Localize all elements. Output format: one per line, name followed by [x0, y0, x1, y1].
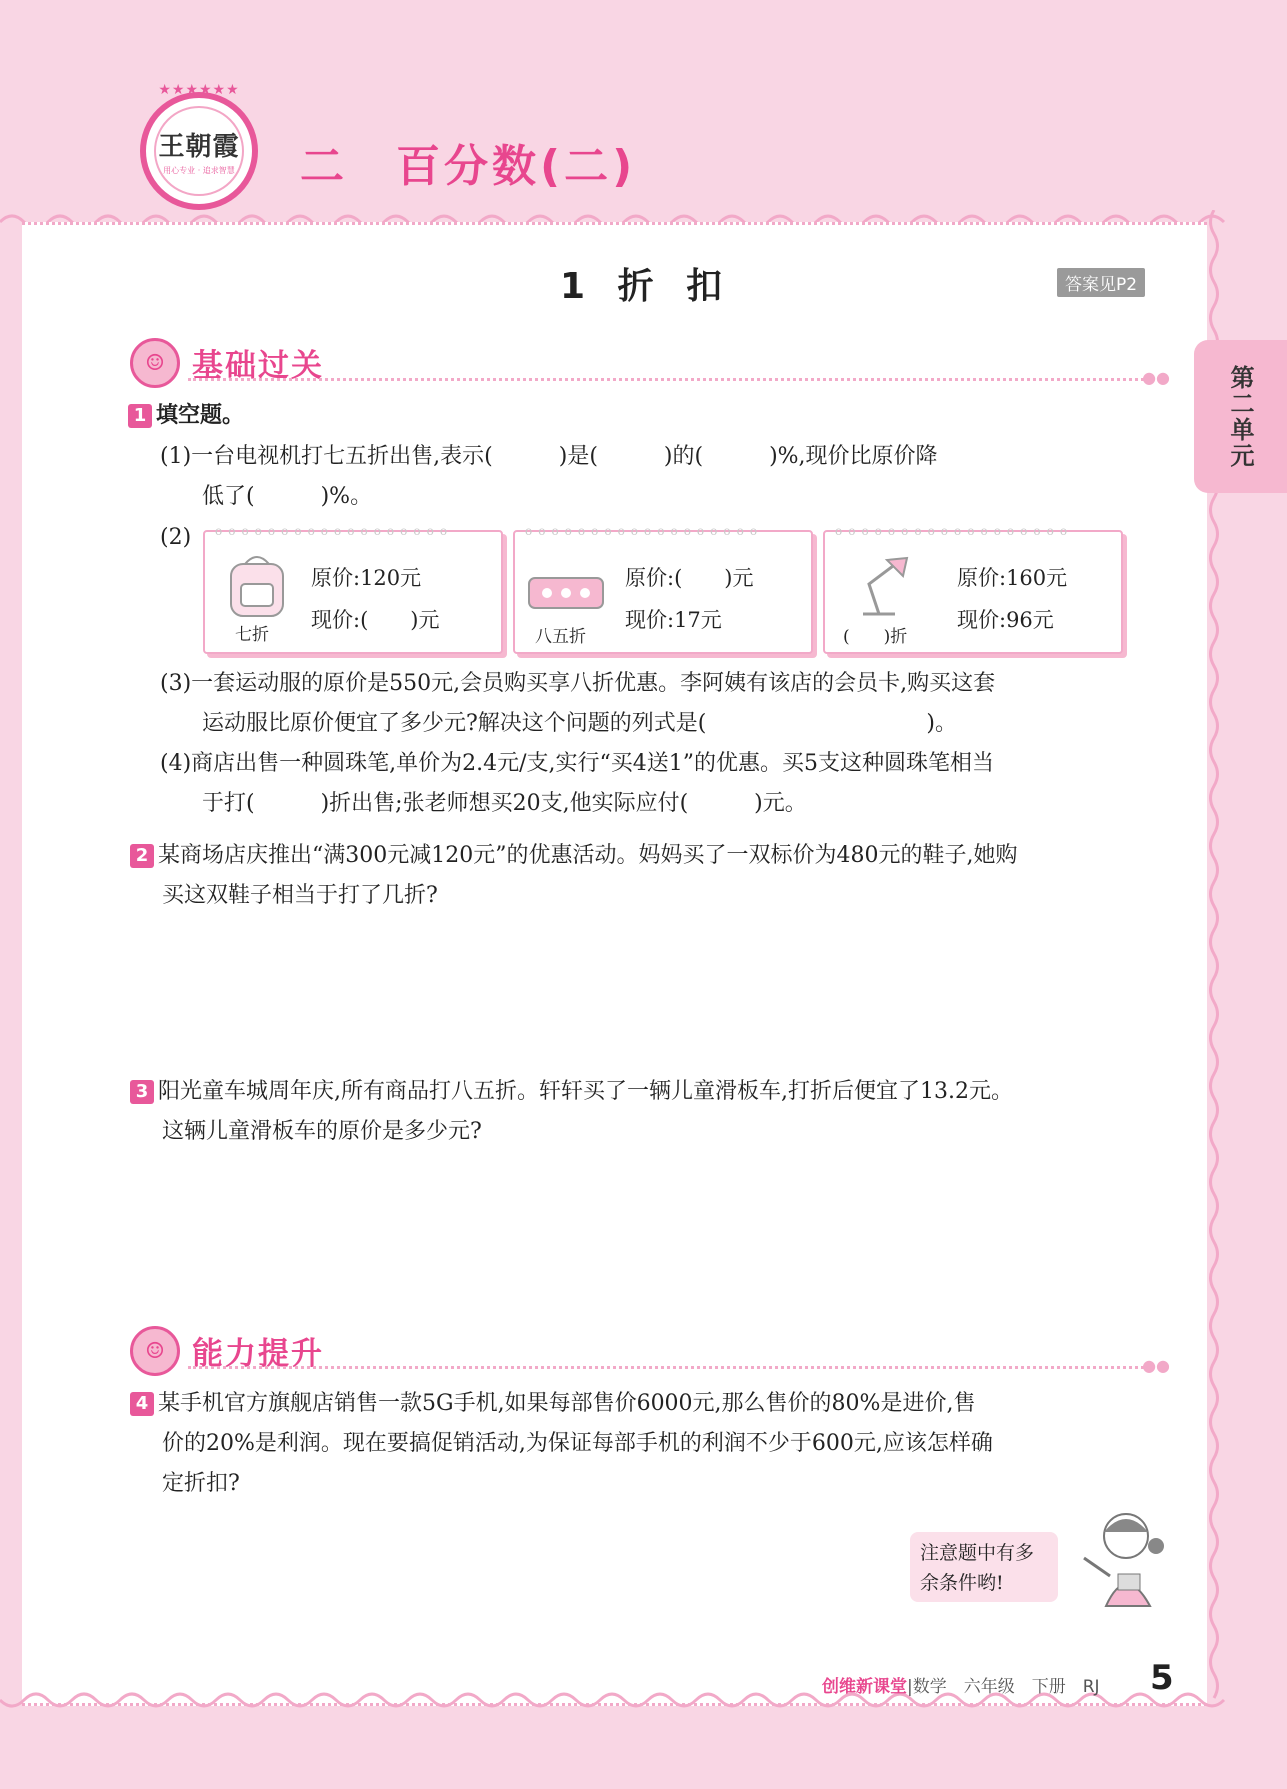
desk-lamp-icon	[855, 554, 915, 618]
card-discount-tag: 七折	[235, 625, 269, 645]
decorative-dots-icon: ●●	[1142, 1356, 1170, 1375]
question-2-line1: 2 某商场店庆推出“满300元减120元”的优惠活动。妈妈买了一双标价为480元的鞋子,她购	[130, 836, 1017, 876]
unit-side-tab-label: 第二单元	[1226, 364, 1254, 469]
q1-part4-line1: (4)商店出售一种圆珠笔,单价为2.4元/支,实行“买4送1”的优惠。买5支这种圆珠笔相当	[160, 751, 995, 776]
card-current-price: 现价:( )元	[311, 608, 440, 632]
backpack-icon	[223, 550, 291, 620]
q1-part4-line2: 于打( )折出售;张老师想买20支,他实际应付( )元。	[202, 791, 807, 816]
price-card-backpack: oooooooooooooooooo 七折 原价:120元 现价:( )元	[203, 530, 503, 654]
card-discount-tag: ( )折	[843, 627, 908, 647]
logo	[140, 82, 258, 210]
section-header-basic	[130, 338, 1170, 388]
question-number: 1	[128, 404, 152, 428]
card-original-price: 原价:120元	[311, 566, 422, 590]
girl-illustration-icon	[1070, 1506, 1174, 1610]
question-number: 4	[130, 1392, 154, 1416]
unit-title: 二 百分数(二)	[300, 141, 637, 192]
question-number: 3	[130, 1080, 154, 1104]
card-original-price: 原价:( )元	[625, 566, 754, 590]
footer	[822, 1672, 1100, 1697]
logo-slogan: 用心专业 · 追求智慧	[163, 166, 235, 175]
unit-side-tab	[1194, 340, 1287, 493]
section-title-basic: 基础过关	[192, 348, 324, 384]
logo-stars: ★★★★★★	[158, 82, 240, 98]
question-4-line1: 4 某手机官方旗舰店销售一款5G手机,如果每部售价6000元,那么售价的80%是进价,售	[130, 1384, 975, 1424]
card-original-price: 原价:160元	[957, 566, 1068, 590]
tip-line2: 余条件哟!	[920, 1572, 1004, 1594]
decorative-dots-icon: ●●	[1142, 368, 1170, 387]
q1-part2-label: (2)	[160, 525, 192, 550]
teacher-avatar-icon: ☺	[130, 1326, 180, 1376]
footer-brand: 创维新课堂	[822, 1677, 907, 1697]
question-1-title: 1 填空题。	[128, 396, 244, 436]
q1-part1-line1: (1)一台电视机打七五折出售,表示( )是( )的( )%,现价比原价降	[160, 444, 938, 469]
card-current-price: 现价:17元	[625, 608, 722, 632]
question-3-line1: 3 阳光童车城周年庆,所有商品打八五折。轩轩买了一辆儿童滑板车,打折后便宜了13.2元。	[130, 1072, 1013, 1112]
tip-bubble	[910, 1532, 1058, 1602]
pencil-case-icon	[527, 574, 607, 612]
q1-part3-line2: 运动服比原价便宜了多少元?解决这个问题的列式是( )。	[202, 711, 957, 736]
section-title-advanced: 能力提升	[192, 1336, 324, 1372]
card-current-price: 现价:96元	[957, 608, 1054, 632]
lesson-title: 1 折 扣	[560, 266, 733, 307]
page-number: 5	[1150, 1658, 1174, 1698]
answer-reference-badge: 答案见P2	[1057, 268, 1145, 297]
tip-line1: 注意题中有多	[920, 1542, 1035, 1564]
q1-part3-line1: (3)一套运动服的原价是550元,会员购买享八折优惠。李阿姨有该店的会员卡,购买这套	[160, 671, 996, 696]
question-number: 2	[130, 844, 154, 868]
card-discount-tag: 八五折	[535, 627, 586, 647]
question-3-line2: 这辆儿童滑板车的原价是多少元?	[162, 1119, 482, 1144]
logo-brand: 王朝霞	[158, 132, 240, 162]
q1-part1-line2: 低了( )%。	[202, 484, 373, 509]
section-header-advanced	[130, 1326, 1170, 1376]
question-4-line3: 定折扣?	[162, 1471, 240, 1496]
price-card-pencil-case: oooooooooooooooooo 八五折 原价:( )元 现价:17元	[513, 530, 813, 654]
footer-book-info: |数学 六年级 下册 RJ	[907, 1677, 1100, 1697]
question-4-line2: 价的20%是利润。现在要搞促销活动,为保证每部手机的利润不少于600元,应该怎样确	[162, 1431, 993, 1456]
price-card-lamp: oooooooooooooooooo ( )折 原价:160元 现价:96元	[823, 530, 1123, 654]
question-2-line2: 买这双鞋子相当于打了几折?	[162, 883, 438, 908]
student-avatar-icon: ☺	[130, 338, 180, 388]
